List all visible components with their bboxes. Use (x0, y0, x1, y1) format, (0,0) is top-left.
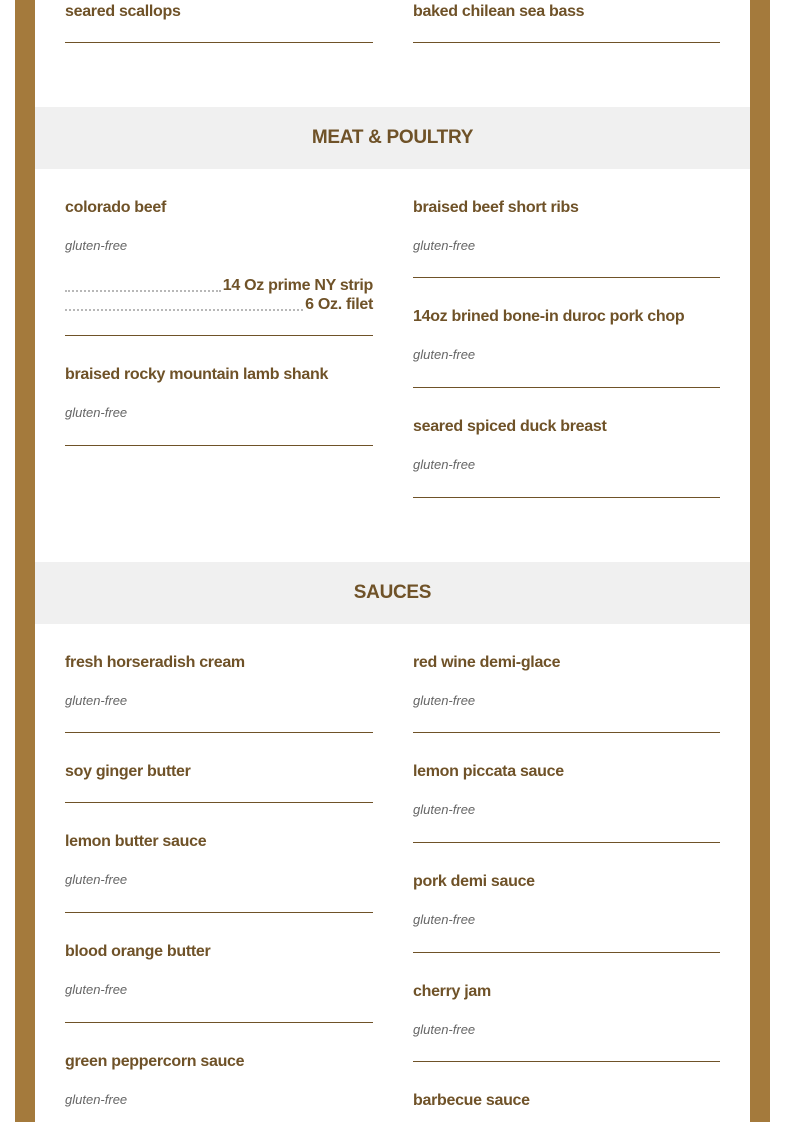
item-divider (413, 387, 720, 388)
menu-item (65, 199, 373, 253)
dietary-tag: gluten-free (413, 1022, 476, 1037)
menu-item (413, 3, 721, 21)
menu-item (65, 3, 373, 21)
menu-item (413, 418, 721, 472)
menu-item (413, 983, 721, 1037)
item-divider (65, 732, 373, 733)
dietary-tag: gluten-free (65, 405, 128, 420)
menu-item (65, 833, 373, 887)
menu-item (413, 654, 721, 708)
item-divider (413, 732, 720, 733)
dietary-tag: gluten-free (65, 1092, 128, 1107)
dietary-tag: gluten-free (413, 238, 476, 253)
option-line (65, 296, 373, 314)
item-divider (413, 42, 720, 43)
menu-item (413, 308, 721, 362)
option-label: 14 Oz prime NY strip (222, 277, 373, 294)
menu-item (65, 943, 373, 997)
item-name: colorado beef (65, 199, 167, 216)
item-divider (65, 42, 373, 43)
dot-leader (65, 289, 221, 292)
item-name: lemon butter sauce (65, 833, 207, 850)
menu-item (413, 763, 721, 817)
item-name: seared scallops (65, 3, 181, 20)
item-name: seared spiced duck breast (413, 418, 607, 435)
dot-leader (65, 308, 303, 311)
dietary-tag: gluten-free (65, 872, 128, 887)
item-divider (413, 1061, 720, 1062)
option-line (65, 277, 373, 295)
item-divider (65, 1022, 373, 1023)
item-divider (65, 802, 373, 803)
dietary-tag: gluten-free (413, 457, 476, 472)
item-name: soy ginger butter (65, 763, 191, 780)
item-name: cherry jam (413, 983, 491, 1000)
menu-item (65, 366, 373, 420)
menu-item (413, 199, 721, 253)
section-header-meat (35, 107, 750, 169)
item-name: green peppercorn sauce (65, 1053, 245, 1070)
item-name: braised rocky mountain lamb shank (65, 366, 329, 383)
frame-border-left (15, 0, 35, 1122)
item-divider (413, 497, 720, 498)
menu-item (413, 873, 721, 927)
item-name: pork demi sauce (413, 873, 535, 890)
item-divider (65, 335, 373, 336)
dietary-tag: gluten-free (413, 693, 476, 708)
item-name: red wine demi-glace (413, 654, 561, 671)
option-label: 6 Oz. filet (305, 296, 373, 313)
dietary-tag: gluten-free (413, 802, 476, 817)
item-divider (65, 912, 373, 913)
item-name: 14oz brined bone-in duroc pork chop (413, 308, 685, 325)
menu-item (65, 763, 373, 781)
menu-item (65, 1053, 373, 1107)
menu-item (413, 1092, 721, 1110)
section-header-sauces (35, 562, 750, 624)
section-title: SAUCES (353, 582, 432, 603)
item-name: fresh horseradish cream (65, 654, 245, 671)
menu-item (65, 654, 373, 708)
section-title: MEAT & POULTRY (311, 127, 474, 148)
item-name: lemon piccata sauce (413, 763, 564, 780)
dietary-tag: gluten-free (413, 912, 476, 927)
item-name: baked chilean sea bass (413, 3, 585, 20)
item-name: braised beef short ribs (413, 199, 579, 216)
item-divider (65, 445, 373, 446)
item-divider (413, 952, 720, 953)
item-divider (413, 842, 720, 843)
dietary-tag: gluten-free (65, 238, 128, 253)
item-name: barbecue sauce (413, 1092, 530, 1109)
item-divider (413, 277, 720, 278)
dietary-tag: gluten-free (65, 982, 128, 997)
item-name: blood orange butter (65, 943, 211, 960)
dietary-tag: gluten-free (413, 347, 476, 362)
frame-border-right (750, 0, 770, 1122)
dietary-tag: gluten-free (65, 693, 128, 708)
